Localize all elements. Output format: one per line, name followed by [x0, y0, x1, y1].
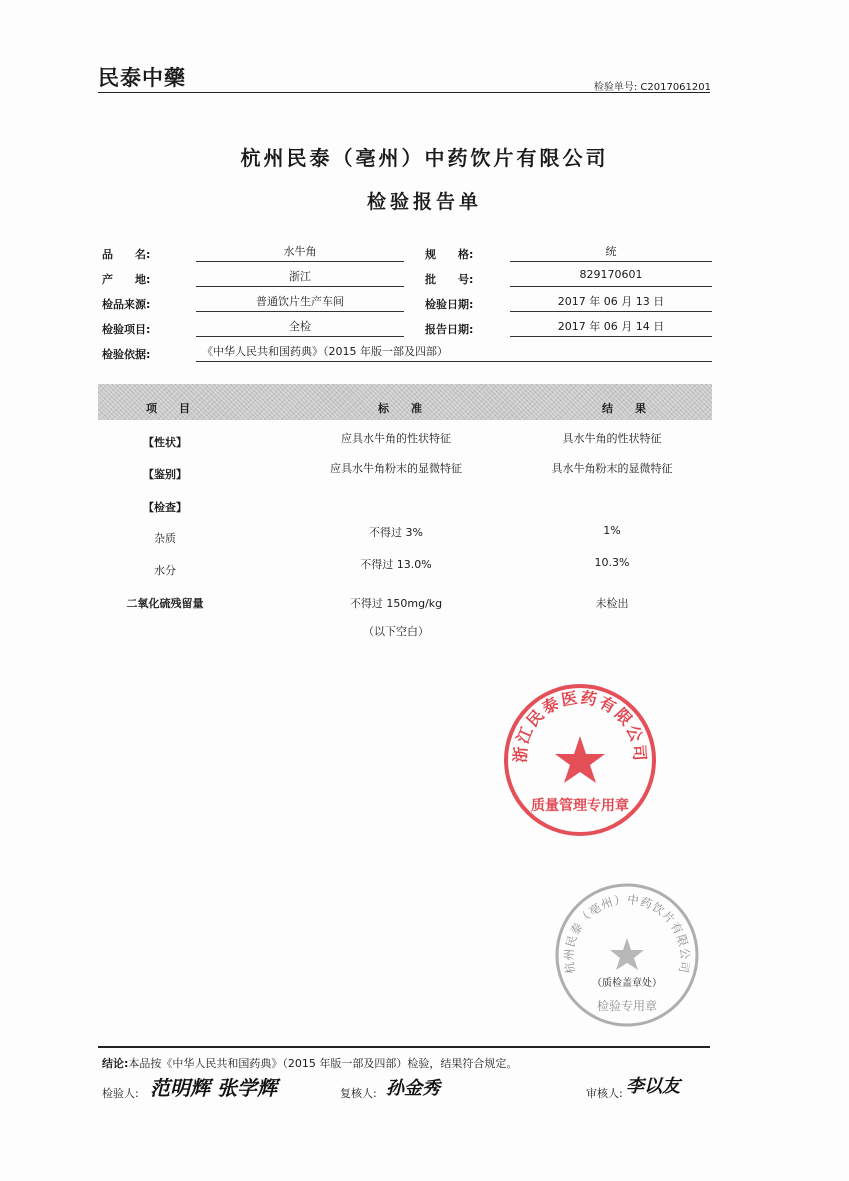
star-icon [610, 938, 644, 970]
underline [510, 311, 712, 312]
row-result: 1% [603, 524, 621, 537]
gray-seal-bottom-text: 检验专用章 [596, 999, 658, 1013]
gray-seal-top-text: 杭州民泰（亳州）中药饮片有限公司 [561, 892, 693, 975]
row-item: 【性状】 [143, 436, 187, 449]
column-header-result: 结 果 [602, 402, 646, 415]
header-rule [98, 92, 710, 93]
row-item: 【检查】 [143, 501, 187, 514]
batch-label: 批 号: [425, 273, 474, 286]
footer-rule [98, 1046, 710, 1048]
column-header-standard: 标 准 [378, 402, 422, 415]
spec-label: 规 格: [425, 248, 474, 261]
report-title: 检验报告单 [366, 191, 482, 213]
report-number-value: C2017061201 [640, 82, 711, 93]
approver-label: 审核人: [586, 1087, 623, 1100]
underline [196, 261, 404, 262]
row-result: 具水牛角粉末的显微特征 [551, 462, 673, 475]
inspector-label: 检验人: [102, 1087, 139, 1100]
batch-value: 829170601 [579, 268, 643, 281]
source-value: 普通饮片生产车间 [256, 295, 344, 308]
report-date-label: 报告日期: [425, 323, 474, 336]
row-standard: 不得过 3% [369, 526, 423, 539]
row-standard: 应具水牛角粉末的显微特征 [330, 462, 462, 475]
gray-seal-center-text: （质检盖章处） [592, 978, 662, 989]
company-name: 杭州民泰（亳州）中药饮片有限公司 [240, 146, 609, 170]
quality-seal-stamp [500, 680, 660, 840]
row-result: 具水牛角的性状特征 [562, 432, 662, 445]
spec-value: 统 [605, 245, 617, 258]
conclusion-label: 结论: [102, 1057, 129, 1070]
basis-label: 检验依据: [102, 348, 151, 361]
origin-value: 浙江 [289, 270, 311, 283]
source-label: 检品来源: [102, 298, 151, 311]
row-standard: 应具水牛角的性状特征 [341, 432, 451, 445]
item-label: 检验项目: [102, 323, 151, 336]
row-standard: 不得过 13.0% [360, 558, 432, 571]
product-value: 水牛角 [283, 245, 317, 258]
origin-label: 产 地: [102, 273, 151, 286]
row-item: 二氧化硫残留量 [126, 597, 204, 610]
inspection-seal-stamp [552, 880, 702, 1030]
row-item: 水分 [154, 564, 176, 577]
underline [510, 336, 712, 337]
row-item: 【鉴别】 [143, 468, 187, 481]
row-item: 杂质 [154, 532, 176, 545]
product-label: 品 名: [102, 248, 151, 261]
inspector-signature: 范明辉 张学辉 [150, 1076, 277, 1100]
underline [196, 361, 712, 362]
reviewer-label: 复核人: [340, 1087, 377, 1100]
blank-note: （以下空白） [363, 625, 429, 638]
test-date-label: 检验日期: [425, 298, 474, 311]
test-date-value: 2017 年 06 月 13 日 [557, 295, 665, 308]
underline [196, 336, 404, 337]
underline [196, 286, 404, 287]
report-date-value: 2017 年 06 月 14 日 [557, 320, 665, 333]
report-number-label: 检验单号: [593, 82, 638, 93]
underline [196, 311, 404, 312]
star-icon [555, 736, 605, 783]
basis-value: 《中华人民共和国药典》（2015 年版一部及四部） [202, 345, 448, 358]
column-header-item: 项 目 [146, 402, 190, 415]
conclusion [102, 1055, 517, 1071]
reviewer-signature: 孙金秀 [386, 1078, 440, 1099]
red-seal-bottom-text: 质量管理专用章 [531, 798, 629, 814]
row-result: 未检出 [595, 597, 629, 610]
underline [510, 286, 712, 287]
row-standard: 不得过 150mg/kg [349, 597, 443, 610]
report-number [594, 78, 711, 93]
conclusion-text: 本品按《中华人民共和国药典》（2015 年版一部及四部）检验，结果符合规定。 [128, 1057, 518, 1070]
red-seal-top-text: 浙江民泰医药有限公司 [510, 687, 650, 764]
row-result: 10.3% [594, 556, 630, 569]
company-logo: 民泰中藥 [98, 65, 186, 90]
item-value: 全检 [289, 320, 311, 333]
underline [510, 261, 712, 262]
approver-signature: 李以友 [626, 1076, 680, 1097]
